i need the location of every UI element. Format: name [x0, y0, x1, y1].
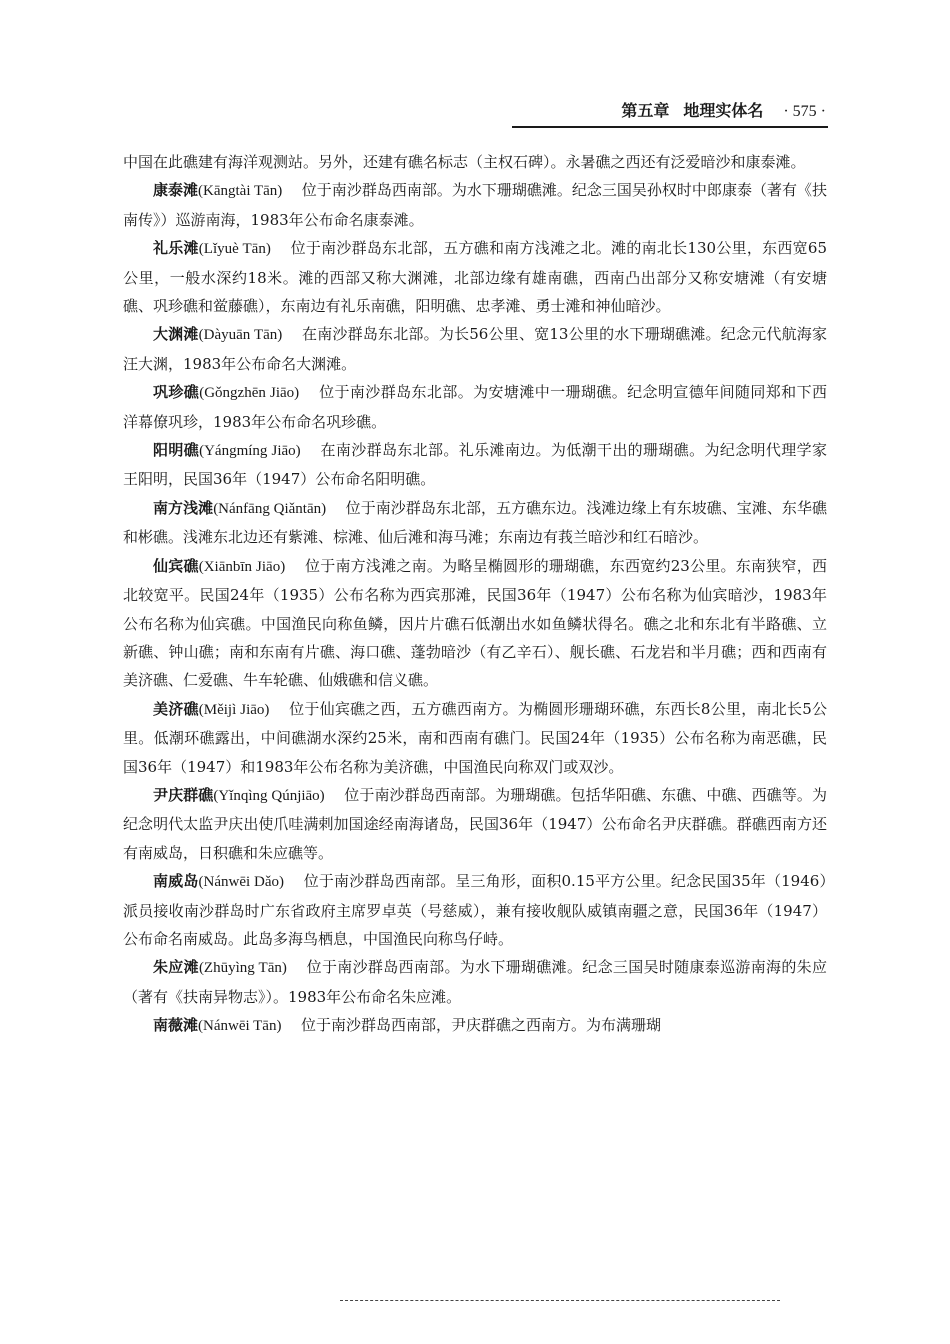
entry-gongzhen-jiao — [123, 378, 827, 436]
entry-pinyin: (Měijì Jiāo) — [198, 701, 270, 718]
page-body — [123, 148, 827, 1041]
entry-text: 位于南沙群岛东北部。为安塘滩中一珊瑚礁。纪念明宣德年间随同郑和下西洋幕僚巩珍，1983年公布命名巩珍礁。 — [123, 383, 827, 431]
entry-xianbin-jiao — [123, 552, 827, 695]
entry-pinyin: (Nánfāng Qiǎntān) — [213, 500, 327, 517]
entry-term: 康泰滩 — [153, 181, 199, 200]
entry-yinqing-qunjiao — [123, 781, 827, 867]
entry-pinyin: (Lǐyuè Tān) — [198, 241, 271, 258]
entry-pinyin: (Yǐnqìng Qúnjiāo) — [213, 787, 325, 804]
entry-pinyin: (Nánwēi Dǎo) — [198, 874, 285, 891]
chapter-label: 第五章 — [621, 101, 670, 120]
entry-text: 位于南方浅滩之南。为略呈椭圆形的珊瑚礁，东西宽约23公里。东南狭窄，西北较宽平。民国24年（1935）公布名称为西宾那滩，民国36年（1947）公布名称为仙宾暗沙，1983年公布名称为仙宾礁。中国渔民向称鱼鳞，因片片礁石低潮出水如鱼鳞状得名。礁之北和东北有半路礁、立新礁、钟山礁；南和东南有片礁、海口礁、蓬勃暗沙（有乙辛石）、舰长礁、石龙岩和半月礁；西和西南有美济礁、仁爱礁、牛车轮礁、仙娥礁和信义礁。 — [123, 556, 828, 690]
entry-text: 位于南沙群岛西南部。为珊瑚礁。包括华阳礁、东礁、中礁、西礁等。为纪念明代太监尹庆出使爪哇满剌加国途经南海诸岛，民国36年（1947）公布命名尹庆群礁。群礁西南方还有南威岛，日积礁和朱应礁等。 — [123, 785, 827, 862]
entry-text: 位于南沙群岛西南部，尹庆群礁之西南方。为布满珊瑚 — [300, 1016, 661, 1035]
entry-nanfang-qiantan — [123, 494, 827, 552]
entry-text: 位于仙宾礁之西，五方礁西南方。为椭圆形珊瑚环礁，东西长8公里，南北长5公里。低潮环礁露出，中间礁湖水深约25米，南和西南有礁门。民国24年（1935）公布名称为南恶礁，民国36年（1947）和1983年公布名称为美济礁，中国渔民向称双门或双沙。 — [123, 699, 827, 776]
entry-text: 位于南沙群岛西南部。为水下珊瑚礁滩。纪念三国吴孙权时中郎康泰（著有《扶南传》）巡游南海，1983年公布命名康泰滩。 — [123, 181, 827, 229]
entry-term: 朱应滩 — [153, 958, 199, 977]
entry-pinyin: (Zhūyìng Tān) — [198, 960, 287, 977]
entry-zhuying-tan — [123, 953, 827, 1011]
running-head — [621, 100, 826, 123]
entry-term: 阳明礁 — [153, 441, 200, 460]
entry-term: 南威岛 — [153, 872, 199, 891]
entry-term: 南方浅滩 — [153, 498, 214, 517]
entry-liyue-tan — [123, 234, 827, 320]
header-rule — [512, 126, 828, 128]
entry-term: 尹庆群礁 — [153, 785, 214, 804]
entry-pinyin: (Kāngtài Tān) — [198, 183, 283, 200]
entry-text: 位于南沙群岛东北部，五方礁东边。浅滩边缘上有东坡礁、宝滩、东华礁和彬礁。浅滩东北边还有紫滩、棕滩、仙后滩和海马滩；东南边有莪兰暗沙和红石暗沙。 — [123, 498, 827, 547]
page-header — [0, 100, 950, 130]
entry-text: 位于南沙群岛东北部，五方礁和南方浅滩之北。滩的南北长130公里，东西宽65公里，一般水深约18米。滩的西部又称大渊滩，北部边缘有雄南礁，西南凸出部分又称安塘滩（有安塘礁、巩珍礁和鲎藤礁），东南边有礼乐南礁，阳明礁、忠孝滩、勇士滩和神仙暗沙。 — [123, 239, 827, 316]
entry-nanwei-tan — [123, 1011, 827, 1040]
entry-pinyin: (Nánwēi Tān) — [198, 1018, 282, 1035]
entry-yangming-jiao — [123, 436, 827, 494]
entry-pinyin: (Gǒngzhēn Jiāo) — [199, 385, 300, 402]
entry-kangtai-tan — [123, 176, 827, 234]
entry-term: 巩珍礁 — [153, 383, 200, 402]
entry-nanwei-dao — [123, 867, 827, 953]
entry-term: 礼乐滩 — [153, 239, 199, 258]
entry-text: 在南沙群岛东北部。为长56公里、宽13公里的水下珊瑚礁滩。纪念元代航海家汪大渊，1983年公布命名大渊滩。 — [123, 325, 827, 373]
intro-paragraph: 中国在此礁建有海洋观测站。另外，还建有礁名标志（主权石碑）。永暑礁之西还有泛爱暗沙和康泰滩。 — [123, 153, 806, 171]
entry-text: 位于南沙群岛西南部。为水下珊瑚礁滩。纪念三国吴时随康泰巡游南海的朱应（著有《扶南异物志》）。1983年公布命名朱应滩。 — [123, 958, 827, 1006]
entry-pinyin: (Dàyuān Tān) — [198, 327, 283, 344]
chapter-title: 地理实体名 — [683, 101, 764, 120]
entry-text: 位于南沙群岛西南部。呈三角形，面积0.15平方公里。纪念民国35年（1946）派员接收南沙群岛时广东省政府主席罗卓英（号慈威），兼有接收舰队威镇南疆之意，民国36年（1947）公布命名南威岛。此岛多海鸟栖息，中国渔民向称鸟仔峙。 — [123, 872, 827, 948]
entry-term: 美济礁 — [153, 699, 199, 718]
entry-text: 在南沙群岛东北部。礼乐滩南边。为低潮干出的珊瑚礁。为纪念明代理学家王阳明，民国36年（1947）公布命名阳明礁。 — [123, 441, 827, 489]
page-number: · 575 · — [783, 103, 826, 120]
footer-scan-line — [340, 1300, 780, 1301]
entry-pinyin: (Xiānbīn Jiāo) — [198, 558, 286, 575]
entry-term: 仙宾礁 — [153, 556, 199, 575]
entry-term: 南薇滩 — [153, 1016, 199, 1035]
entry-term: 大渊滩 — [153, 325, 199, 344]
entry-meiji-jiao — [123, 695, 827, 781]
entry-dayuan-tan — [123, 320, 827, 378]
entry-pinyin: (Yángmíng Jiāo) — [199, 443, 301, 460]
